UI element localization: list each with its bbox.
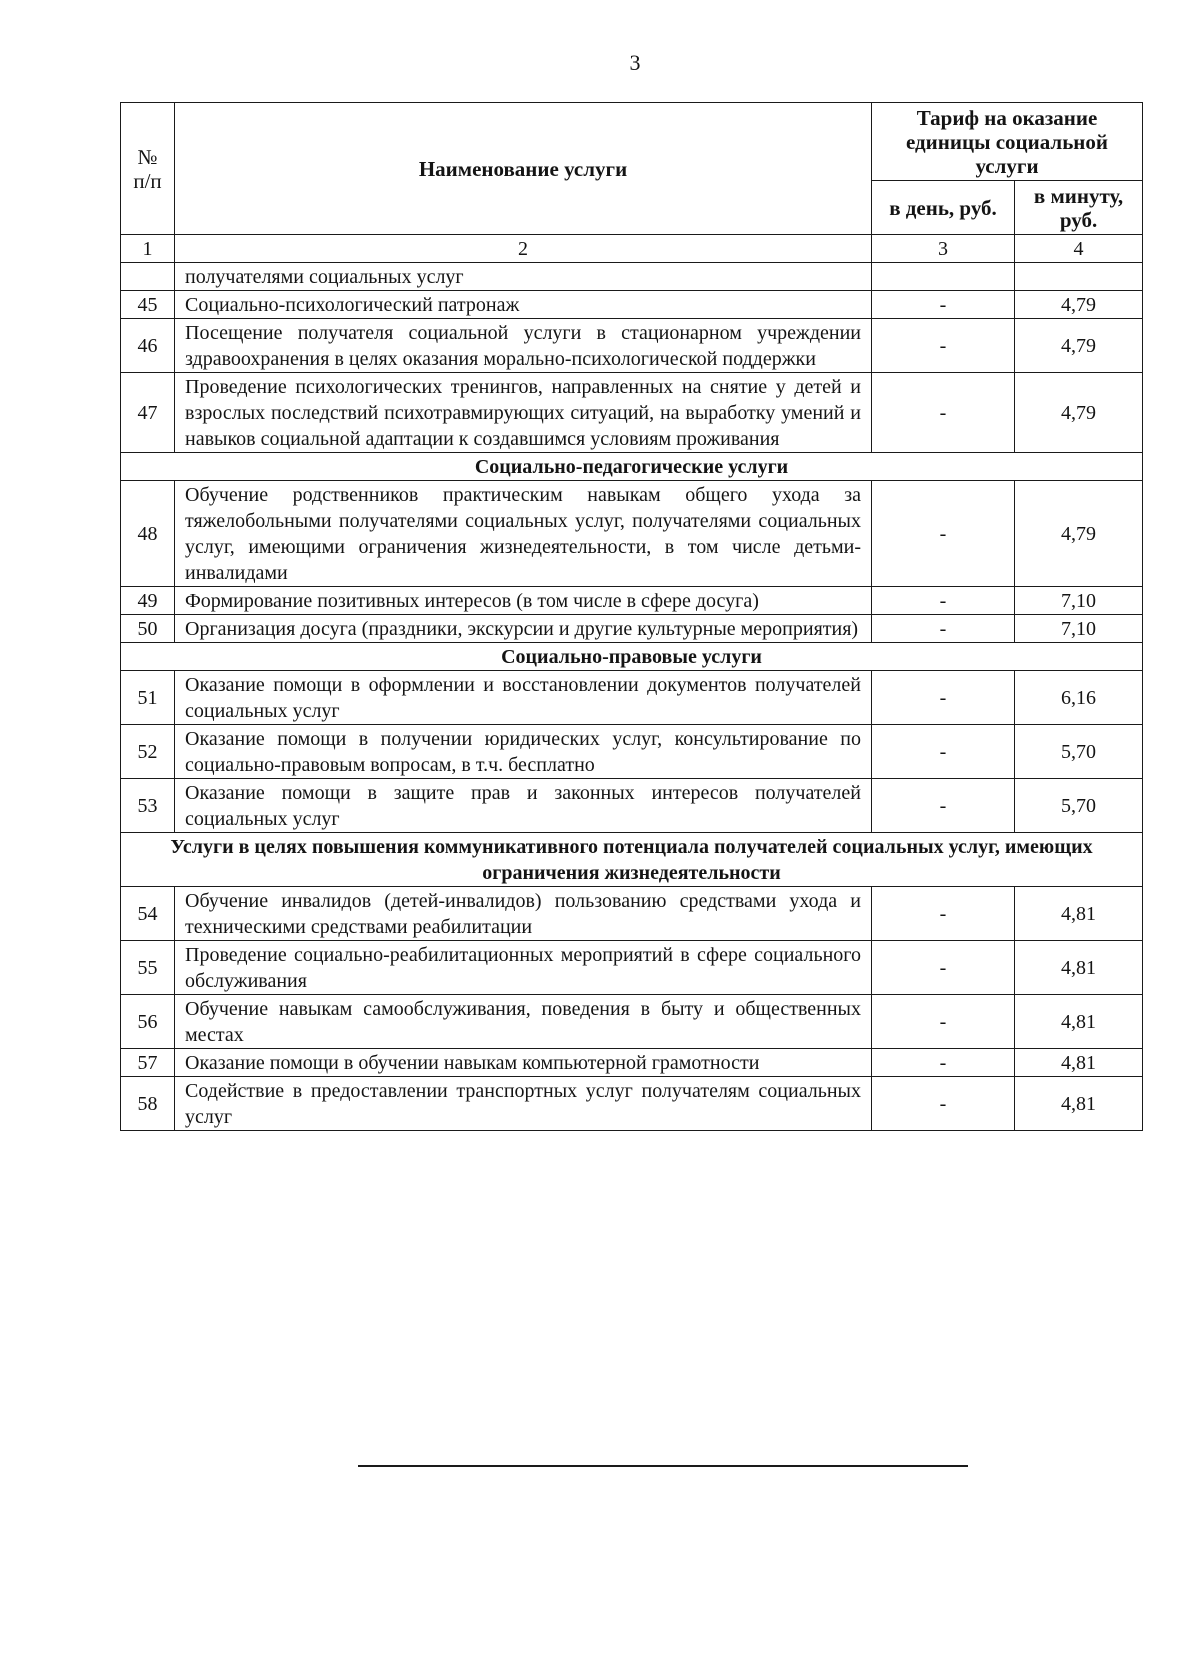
column-number: 4 bbox=[1015, 235, 1143, 263]
header-num: № п/п bbox=[121, 103, 175, 235]
service-name: Проведение психологических тренингов, направленных на снятие у детей и взрослых последствий психотравмирующих ситуаций, на выработку умений и навыков социальной адаптации к создавшимся условиям проживания bbox=[175, 373, 872, 453]
column-number: 3 bbox=[872, 235, 1015, 263]
service-name: Обучение родственников практическим навыкам общего ухода за тяжелобольными получателями социальных услуг, получателями социальных услуг, имеющими ограничения жизнедеятельности, в том числе детьми-инвалидами bbox=[175, 481, 872, 587]
service-name: получателями социальных услуг bbox=[175, 263, 872, 291]
tariff-per-minute: 4,81 bbox=[1015, 1077, 1143, 1131]
service-name: Содействие в предоставлении транспортных услуг получателям социальных услуг bbox=[175, 1077, 872, 1131]
row-number: 57 bbox=[121, 1049, 175, 1077]
service-name: Проведение социально-реабилитационных мероприятий в сфере социального обслуживания bbox=[175, 941, 872, 995]
tariff-per-minute: 4,79 bbox=[1015, 481, 1143, 587]
header-name: Наименование услуги bbox=[175, 103, 872, 235]
service-name: Социально-психологический патронаж bbox=[175, 291, 872, 319]
tariff-per-day: - bbox=[872, 1049, 1015, 1077]
section-header-row bbox=[121, 453, 1143, 481]
row-number: 56 bbox=[121, 995, 175, 1049]
table-row bbox=[121, 319, 1143, 373]
tariff-table bbox=[120, 102, 1143, 1131]
service-name: Посещение получателя социальной услуги в стационарном учреждении здравоохранения в целях оказания морально-психологической поддержки bbox=[175, 319, 872, 373]
table-row bbox=[121, 725, 1143, 779]
footer-divider bbox=[358, 1465, 968, 1467]
table-row bbox=[121, 481, 1143, 587]
column-number: 2 bbox=[175, 235, 872, 263]
table-body bbox=[121, 263, 1143, 1131]
tariff-per-minute: 4,81 bbox=[1015, 1049, 1143, 1077]
tariff-per-day: - bbox=[872, 725, 1015, 779]
table-header bbox=[121, 103, 1143, 263]
row-number: 54 bbox=[121, 887, 175, 941]
row-number: 52 bbox=[121, 725, 175, 779]
tariff-per-day: - bbox=[872, 373, 1015, 453]
tariff-per-day: - bbox=[872, 291, 1015, 319]
service-name: Обучение навыкам самообслуживания, поведения в быту и общественных местах bbox=[175, 995, 872, 1049]
row-number: 58 bbox=[121, 1077, 175, 1131]
header-per-day: в день, руб. bbox=[872, 181, 1015, 235]
section-header-row bbox=[121, 643, 1143, 671]
tariff-per-minute: 5,70 bbox=[1015, 779, 1143, 833]
section-title: Социально-правовые услуги bbox=[121, 643, 1143, 671]
tariff-per-minute: 4,81 bbox=[1015, 941, 1143, 995]
tariff-per-day: - bbox=[872, 615, 1015, 643]
section-header-row bbox=[121, 833, 1143, 887]
header-tariff: Тариф на оказание единицы социальной услуги bbox=[872, 103, 1143, 181]
row-number: 53 bbox=[121, 779, 175, 833]
row-number: 47 bbox=[121, 373, 175, 453]
row-number: 50 bbox=[121, 615, 175, 643]
tariff-per-day bbox=[872, 263, 1015, 291]
section-title: Услуги в целях повышения коммуникативного потенциала получателей социальных услуг, имеющих ограничения жизнедеятельности bbox=[121, 833, 1143, 887]
tariff-per-day: - bbox=[872, 319, 1015, 373]
table-row bbox=[121, 615, 1143, 643]
tariff-per-minute: 7,10 bbox=[1015, 615, 1143, 643]
tariff-per-minute: 6,16 bbox=[1015, 671, 1143, 725]
row-number: 45 bbox=[121, 291, 175, 319]
tariff-per-minute bbox=[1015, 263, 1143, 291]
tariff-per-minute: 7,10 bbox=[1015, 587, 1143, 615]
row-number: 55 bbox=[121, 941, 175, 995]
table-row bbox=[121, 941, 1143, 995]
column-number: 1 bbox=[121, 235, 175, 263]
row-number: 46 bbox=[121, 319, 175, 373]
tariff-per-day: - bbox=[872, 887, 1015, 941]
tariff-per-day: - bbox=[872, 671, 1015, 725]
row-number bbox=[121, 263, 175, 291]
service-name: Оказание помощи в защите прав и законных интересов получателей социальных услуг bbox=[175, 779, 872, 833]
table-row bbox=[121, 1077, 1143, 1131]
section-title: Социально-педагогические услуги bbox=[121, 453, 1143, 481]
table-row bbox=[121, 887, 1143, 941]
service-name: Обучение инвалидов (детей-инвалидов) пользованию средствами ухода и техническими средствами реабилитации bbox=[175, 887, 872, 941]
tariff-per-day: - bbox=[872, 941, 1015, 995]
tariff-per-minute: 5,70 bbox=[1015, 725, 1143, 779]
tariff-per-day: - bbox=[872, 1077, 1015, 1131]
page-number: 3 bbox=[629, 50, 641, 75]
tariff-per-day: - bbox=[872, 587, 1015, 615]
tariff-per-day: - bbox=[872, 995, 1015, 1049]
tariff-per-minute: 4,79 bbox=[1015, 291, 1143, 319]
column-number-row bbox=[121, 235, 1143, 263]
table-row bbox=[121, 587, 1143, 615]
service-name: Оказание помощи в получении юридических услуг, консультирование по социально-правовым вопросам, в т.ч. бесплатно bbox=[175, 725, 872, 779]
header-per-minute: в минуту, руб. bbox=[1015, 181, 1143, 235]
service-name: Оказание помощи в обучении навыкам компьютерной грамотности bbox=[175, 1049, 872, 1077]
tariff-per-day: - bbox=[872, 779, 1015, 833]
tariff-per-minute: 4,79 bbox=[1015, 373, 1143, 453]
tariff-per-minute: 4,81 bbox=[1015, 887, 1143, 941]
service-name: Организация досуга (праздники, экскурсии и другие культурные мероприятия) bbox=[175, 615, 872, 643]
table-row bbox=[121, 779, 1143, 833]
row-number: 48 bbox=[121, 481, 175, 587]
service-name: Формирование позитивных интересов (в том числе в сфере досуга) bbox=[175, 587, 872, 615]
table-row bbox=[121, 291, 1143, 319]
row-number: 49 bbox=[121, 587, 175, 615]
table-row bbox=[121, 373, 1143, 453]
row-number: 51 bbox=[121, 671, 175, 725]
table-row bbox=[121, 671, 1143, 725]
tariff-per-minute: 4,81 bbox=[1015, 995, 1143, 1049]
table-row bbox=[121, 1049, 1143, 1077]
tariff-per-day: - bbox=[872, 481, 1015, 587]
service-name: Оказание помощи в оформлении и восстановлении документов получателей социальных услуг bbox=[175, 671, 872, 725]
table-row bbox=[121, 263, 1143, 291]
table-row bbox=[121, 995, 1143, 1049]
tariff-per-minute: 4,79 bbox=[1015, 319, 1143, 373]
